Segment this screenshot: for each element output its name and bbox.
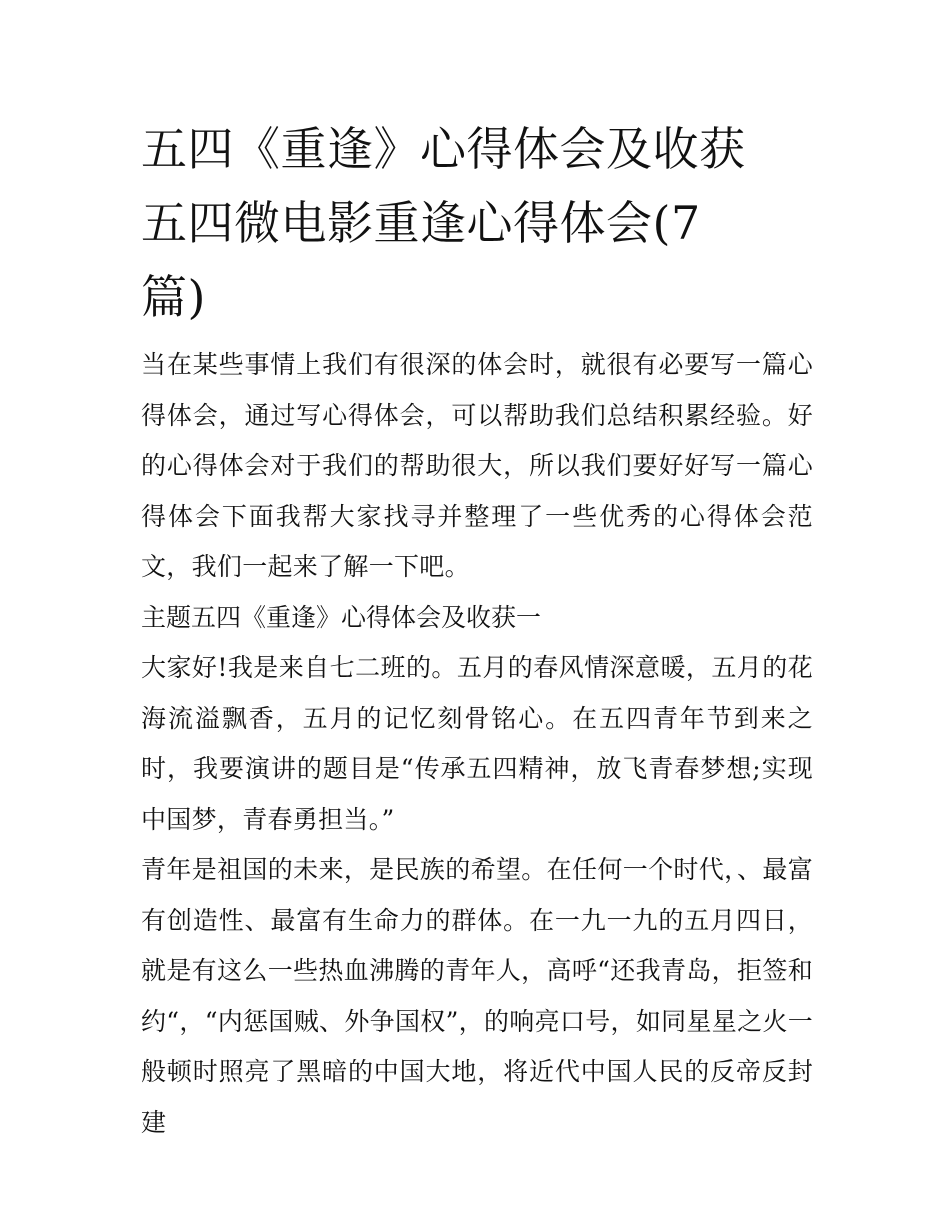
intro-paragraph: 当在某些事情上我们有很深的体会时，就很有必要写一篇心得体会，通过写心得体会，可以帮助我们总结积累经验。好的心得体会对于我们的帮助很大，所以我们要好好写一篇心得体会下面我帮大家找寻并整理了一些优秀的心得体会范文，我们一起来了解一下吧。: [141, 350, 813, 581]
body-paragraph-1: 大家好!我是来自七二班的。五月的春风情深意暖，五月的花海流溢飘香，五月的记忆刻骨铭心。在五四青年节到来之时，我要演讲的题目是“传承五四精神，放飞青春梦想;实现中国梦，青春勇担当。”: [141, 653, 813, 834]
title-line-1: 五四《重逢》心得体会及收获: [141, 122, 746, 176]
section-heading: 主题五四《重逢》心得体会及收获一: [141, 602, 542, 632]
title-line-3: 篇): [141, 270, 206, 324]
document-title: [141, 112, 813, 334]
title-line-2: 五四微电影重逢心得体会(7: [141, 196, 701, 250]
body-paragraph-2: 青年是祖国的未来，是民族的希望。在任何一个时代，、最富有创造性、最富有生命力的群体。在一九一九的五月四日，就是有这么一些热血沸腾的青年人，高呼“还我青岛，拒签和约“，“内惩国贼、外争国权”，的响亮口号，如同星星之火一般顿时照亮了黑暗的中国大地，将近代中国人民的反帝反封建: [141, 855, 813, 1137]
document-page: [141, 112, 813, 1148]
